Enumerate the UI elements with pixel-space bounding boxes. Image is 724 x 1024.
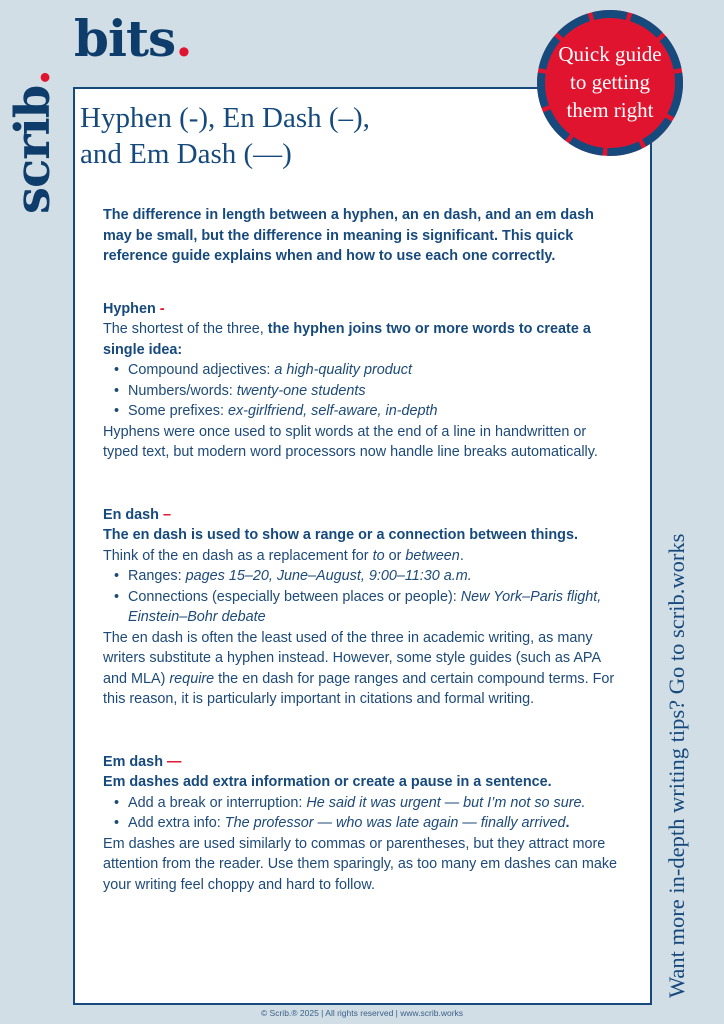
list-item <box>128 793 623 814</box>
title-line-2: and Em Dash (—) <box>80 138 292 170</box>
list-item <box>128 587 623 628</box>
heading-text: Em dash <box>103 753 163 770</box>
title-line-1: Hyphen (-), En Dash (–), <box>80 102 370 134</box>
badge-text <box>537 40 683 124</box>
em-dash-symbol: — <box>166 753 182 770</box>
brand-logo-bits <box>74 9 192 68</box>
section-heading-em-dash <box>103 752 623 773</box>
bullet-label: Compound adjectives: <box>128 362 275 378</box>
lead-bold: the hyphen joins two or more words to create a single idea: <box>103 321 591 358</box>
section-heading-en-dash <box>103 505 623 526</box>
logo-bits-text: bits <box>74 9 176 68</box>
list-item <box>128 381 623 402</box>
bullet-label: Add extra info: <box>128 815 225 831</box>
think-or: or <box>384 547 406 564</box>
bullet-label: Add a break or interruption: <box>128 794 307 811</box>
lead-plain: The shortest of the three, <box>103 321 268 337</box>
brand-logo-scrib <box>5 67 61 217</box>
bullet-example: He said it was urgent — but I’m not so sure. <box>306 794 586 811</box>
logo-bits-dot: . <box>175 9 192 68</box>
logo-scrib-text: scrib <box>5 85 61 215</box>
bullet-label: Ranges: <box>128 568 186 584</box>
bullet-example: New York–Paris flight, Einstein–Bohr debate <box>128 588 602 625</box>
list-item <box>128 813 623 834</box>
en-dash-symbol: – <box>162 506 171 523</box>
hyphen-lead <box>103 319 623 360</box>
intro-paragraph: The difference in length between a hyphen, an en dash, and an em dash may be small, but the difference in meaning is significant. This quick reference guide explains when and how to use each one correctly. <box>103 207 594 264</box>
badge-line-1: Quick guide <box>558 42 662 66</box>
bullet-label: Some prefixes: <box>128 403 228 419</box>
list-item <box>128 566 623 587</box>
badge-line-2: to getting <box>570 70 650 94</box>
section-hyphen <box>103 299 623 463</box>
bullet-example: ex-girlfriend, self-aware, in-depth <box>227 403 438 419</box>
bullet-example: a high-quality product <box>274 362 412 378</box>
em-dash-bullets <box>103 793 623 834</box>
bullet-label: Connections (especially between places or people): <box>128 588 461 605</box>
note-em: require <box>169 670 215 687</box>
think-end: . <box>459 547 464 564</box>
bullet-label: Numbers/words: <box>128 382 237 399</box>
footer: © Scrib.® 2025 | All rights reserved | www.scrib.works <box>260 1008 464 1018</box>
en-dash-lead: The en dash is used to show a range or a connection between things. <box>103 527 578 543</box>
bullet-example: twenty-one students <box>236 382 366 399</box>
note-post: the en dash for page ranges and certain compound terms. For this reason, it is particularly important in citations and formal writing. <box>103 670 615 707</box>
section-en-dash <box>103 505 623 710</box>
bullet-example: pages 15–20, June–August, 9:00–11:30 a.m. <box>185 568 472 584</box>
en-dash-note <box>103 628 623 710</box>
main-content <box>103 205 623 937</box>
en-dash-bullets <box>103 566 623 628</box>
list-item <box>128 360 623 381</box>
section-em-dash <box>103 752 623 896</box>
quick-guide-badge <box>537 10 683 156</box>
hyphen-bullets <box>103 360 623 422</box>
bullet-trail: . <box>565 815 570 831</box>
list-item <box>128 401 623 422</box>
think-between: between <box>405 547 460 564</box>
badge-line-3: them right <box>566 98 654 122</box>
em-dash-note: Em dashes are used similarly to commas or parentheses, but they attract more attention from the reader. Use them sparingly, as too many em dashes can make your writing feel choppy and hard to follow. <box>103 835 618 893</box>
hyphen-symbol: - <box>159 300 165 317</box>
side-cta-link[interactable]: Want more in-depth writing tips? Go to scrib.works <box>664 533 689 998</box>
section-heading-hyphen <box>103 299 623 320</box>
heading-text: Hyphen <box>103 300 156 317</box>
page-title <box>80 100 370 172</box>
em-dash-lead: Em dashes add extra information or create a pause in a sentence. <box>103 774 552 790</box>
hyphen-note: Hyphens were once used to split words at the end of a line in handwritten or typed text, but modern word processors now handle line breaks automatically. <box>103 423 598 460</box>
bullet-example: The professor — who was late again — finally arrived <box>224 815 566 831</box>
heading-text: En dash <box>103 506 159 523</box>
think-pre: Think of the en dash as a replacement for <box>103 547 373 564</box>
think-to: to <box>372 547 385 564</box>
note-pre: The en dash is often the least used of the three in academic writing, as many writers substitute a hyphen instead. However, some style guides (such as APA and MLA) <box>103 629 601 687</box>
en-dash-think <box>103 546 623 567</box>
logo-scrib-dot: . <box>5 69 61 86</box>
